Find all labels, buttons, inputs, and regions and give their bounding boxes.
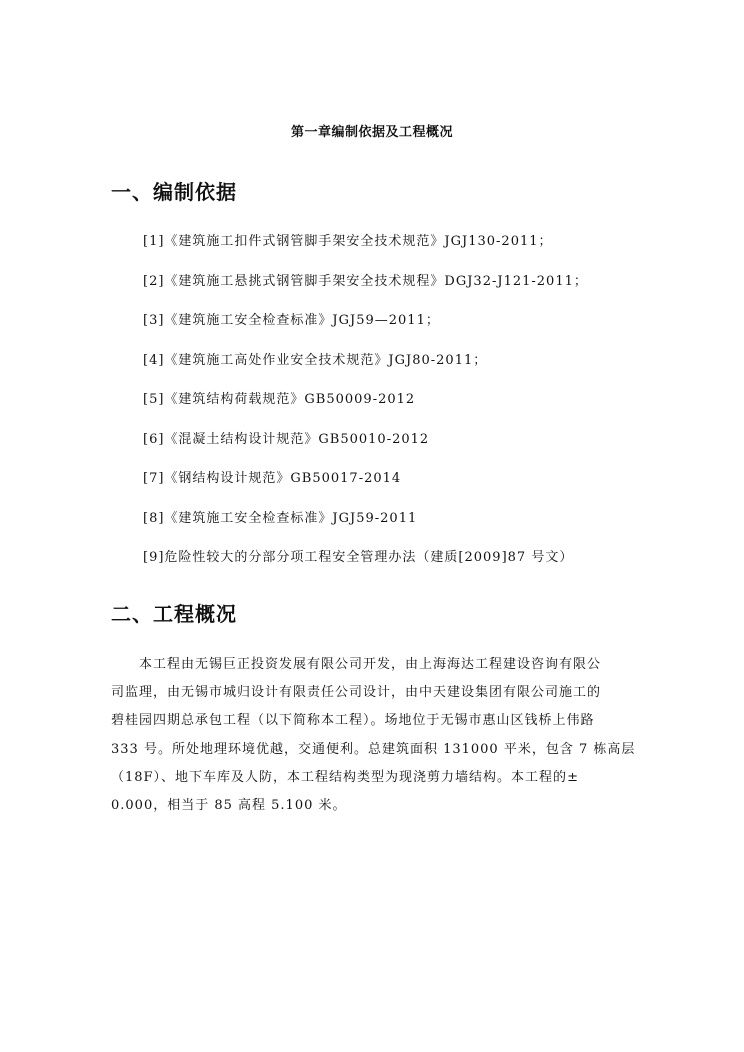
- paragraph-line: 333 号。所处地理环境优越，交通便利。总建筑面积 131000 平米，包含 7 栋高层: [111, 741, 636, 757]
- paragraph-line: 本工程由无锡巨正投资发展有限公司开发，由上海海达工程建设咨询有限公: [111, 657, 602, 672]
- section-heading-overview: 二、工程概况: [111, 602, 237, 626]
- reference-item: [1]《建筑施工扣件式钢管脚手架安全技术规范》JGJ130-2011；: [143, 234, 553, 249]
- reference-item: [9]危险性较大的分部分项工程安全管理办法（建质[2009]87 号文）: [143, 550, 574, 565]
- paragraph-line: 0.000，相当于 85 高程 5.100 米。: [111, 797, 347, 813]
- reference-item: [2]《建筑施工悬挑式钢管脚手架安全技术规程》DGJ32-J121-2011；: [143, 273, 588, 289]
- reference-item: [5]《建筑结构荷载规范》GB50009-2012: [143, 392, 416, 407]
- project-overview-paragraph: [111, 655, 636, 824]
- paragraph-line: 司监理，由无锡市城归设计有限责任公司设计，由中天建设集团有限公司施工的: [111, 685, 602, 701]
- reference-list: [143, 232, 588, 588]
- chapter-title: 第一章编制依据及工程概况: [290, 125, 453, 140]
- paragraph-line: 碧桂园四期总承包工程（以下简称本工程）。场地位于无锡市惠山区钱桥上伟路: [111, 713, 595, 729]
- paragraph-line: （18F）、地下车库及人防，本工程结构类型为现浇剪力墙结构。本工程的±: [111, 769, 579, 785]
- reference-item: [3]《建筑施工安全检查标准》JGJ59—2011；: [143, 313, 440, 328]
- reference-item: [6]《混凝土结构设计规范》GB50010-2012: [143, 431, 430, 447]
- reference-item: [7]《钢结构设计规范》GB50017-2014: [143, 471, 402, 486]
- reference-item: [4]《建筑施工高处作业安全技术规范》JGJ80-2011；: [143, 352, 488, 368]
- section-heading-basis: 一、编制依据: [111, 180, 237, 204]
- reference-item: [8]《建筑施工安全检查标准》JGJ59-2011: [143, 510, 418, 526]
